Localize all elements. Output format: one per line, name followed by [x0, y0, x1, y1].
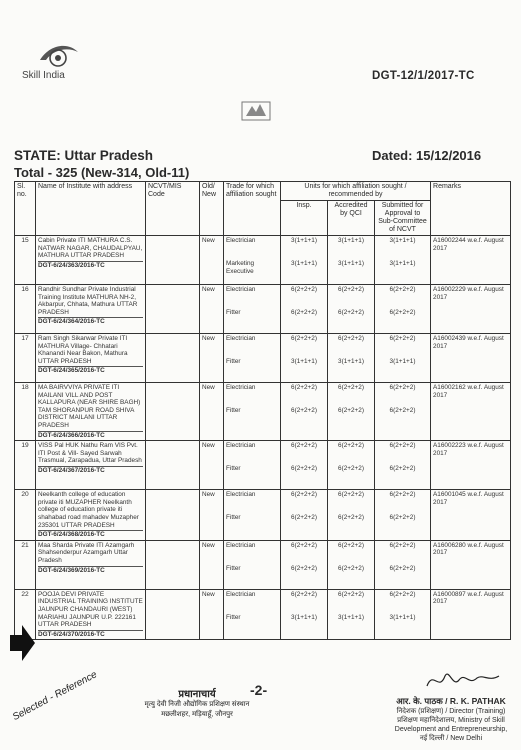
- trade-name: Electrician: [226, 237, 256, 244]
- cell-ncvt-code: [146, 589, 200, 640]
- state-title: STATE: Uttar Pradesh: [14, 148, 154, 163]
- insp-units: 6(2+2+2): [291, 514, 317, 522]
- signer-role: निदेशक (प्रशिक्षण) / Director (Training): [396, 708, 506, 715]
- cell-sl: 22: [15, 589, 36, 640]
- insp-units: 3(1+1+1): [291, 260, 317, 267]
- cell-status: New: [200, 383, 224, 441]
- cell-status: New: [200, 285, 224, 334]
- cell-institute: [36, 441, 146, 490]
- cell-institute: [36, 383, 146, 441]
- institute-code: DGT-6/24/364/2016-TC: [38, 317, 143, 326]
- qci-units: 6(2+2+2): [338, 564, 364, 572]
- trade-name: Electrician: [226, 442, 256, 450]
- subc-units: 6(2+2+2): [389, 309, 416, 316]
- cell-insp: [281, 589, 328, 640]
- trade-name: Fitter: [226, 613, 241, 621]
- cell-sl: 15: [15, 236, 36, 285]
- cell-sl: 17: [15, 334, 36, 383]
- logo-text: Skill India: [22, 70, 65, 81]
- insp-units: 6(2+2+2): [291, 541, 317, 549]
- cell-qci: [328, 236, 375, 285]
- trade-name: Electrician: [226, 491, 256, 499]
- institute-name: Maa Sharda Private ITI Azamgarh Shahsenderpur Azamgarh Uttar Pradesh: [38, 541, 135, 564]
- cell-sl: 18: [15, 383, 36, 441]
- cell-status: New: [200, 334, 224, 383]
- trade-name: Electrician: [226, 335, 256, 342]
- header-trade: Trade for which affiliation sought: [224, 182, 281, 236]
- cell-institute: [36, 540, 146, 589]
- signer-name: आर. के. पाठक / R. K. PATHAK: [396, 696, 506, 706]
- table-row: [15, 589, 511, 640]
- insp-units: 6(2+2+2): [291, 384, 317, 391]
- cell-sl: 20: [15, 490, 36, 541]
- insp-units: 6(2+2+2): [291, 335, 317, 342]
- qci-units: 6(2+2+2): [338, 514, 364, 522]
- signer-org: प्रशिक्षण महानिदेशालय, Ministry of Skill Development and Entrepreneurship, नई दिल्ली / New Delhi: [394, 717, 508, 742]
- cell-insp: [281, 285, 328, 334]
- insp-units: 6(2+2+2): [291, 590, 317, 598]
- qci-units: 3(1+1+1): [338, 613, 364, 621]
- cell-subc: [375, 334, 431, 383]
- document-reference: DGT-12/1/2017-TC: [372, 70, 475, 82]
- subc-units: 6(2+2+2): [389, 442, 416, 450]
- cell-remarks: A16002439 w.e.f. August 2017: [431, 334, 511, 383]
- institute-name: MA BAIRVVIYA PRIVATE ITI MAILANI VILL AND POST KALLAPURA (NEAR SHIRE BAGH) TAM SHORANPUR ROAD SHIVA DISTRICT MAILANI UTTAR PRADESH: [38, 384, 141, 429]
- cell-qci: [328, 589, 375, 640]
- insp-units: 3(1+1+1): [291, 237, 317, 244]
- subc-units: 3(1+1+1): [389, 260, 416, 267]
- subc-units: 6(2+2+2): [389, 384, 416, 391]
- institute-name: Cabin Private ITI MATHURA C.S. NATWAR NAGAR, CHAUDALPYAU, MATHURA UTTAR PRADESH: [38, 237, 143, 260]
- cell-ncvt-code: [146, 334, 200, 383]
- cell-institute: [36, 490, 146, 541]
- subc-units: 3(1+1+1): [389, 237, 416, 244]
- cell-insp: [281, 441, 328, 490]
- stamp-institute: मृत्यु देवी निजी औद्योगिक प्रशिक्षण संस्थान: [144, 701, 250, 708]
- subc-units: 6(2+2+2): [389, 286, 416, 293]
- header-name: Name of Institute with address: [36, 182, 146, 236]
- trade-name: Electrician: [226, 590, 256, 598]
- cell-qci: [328, 490, 375, 541]
- signature-icon: [423, 666, 503, 694]
- insp-units: 3(1+1+1): [291, 358, 317, 365]
- cell-trade: [224, 334, 281, 383]
- cell-trade: [224, 490, 281, 541]
- table-row: [15, 490, 511, 541]
- table-header-row: [15, 182, 511, 201]
- cell-sl: 21: [15, 540, 36, 589]
- cell-subc: [375, 490, 431, 541]
- qci-units: 6(2+2+2): [338, 541, 364, 549]
- institute-code: DGT-6/24/366/2016-TC: [38, 431, 143, 440]
- qci-units: 3(1+1+1): [338, 237, 364, 244]
- cell-trade: [224, 441, 281, 490]
- cell-qci: [328, 285, 375, 334]
- cell-insp: [281, 236, 328, 285]
- trade-name: Electrician: [226, 286, 256, 293]
- institute-code: DGT-6/24/368/2016-TC: [38, 530, 143, 539]
- qci-units: 6(2+2+2): [338, 384, 364, 391]
- trade-name: Electrician: [226, 384, 256, 391]
- cell-status: New: [200, 540, 224, 589]
- trade-name: Fitter: [226, 358, 241, 365]
- cell-insp: [281, 383, 328, 441]
- signer-block: [392, 697, 510, 743]
- cell-remarks: A16002229 w.e.f. August 2017: [431, 285, 511, 334]
- cell-sl: 19: [15, 441, 36, 490]
- insp-units: 6(2+2+2): [291, 309, 317, 316]
- dgt-emblem-icon: [238, 98, 274, 124]
- qci-units: 6(2+2+2): [338, 286, 364, 293]
- header-insp: Insp.: [281, 201, 328, 236]
- cell-subc: [375, 285, 431, 334]
- qci-units: 6(2+2+2): [338, 590, 364, 598]
- table-row: [15, 540, 511, 589]
- institute-name: Ram Singh Sikarwar Private ITI MATHURA Village- Chhatari Khanandi Near Bakon, Mathura UTTAR PRADESH: [38, 335, 128, 365]
- cell-remarks: A16001045 w.e.f. August 2017: [431, 490, 511, 541]
- institute-name: Neelkanth college of education private iti MUZAPHER Neelkanth college of education private iti shahabad road mahadev Muzapher 235301 UTTAR PRADESH: [38, 491, 139, 529]
- cell-status: New: [200, 441, 224, 490]
- institute-code: DGT-6/24/370/2016-TC: [38, 630, 143, 639]
- table-row: [15, 383, 511, 441]
- subc-units: 6(2+2+2): [389, 407, 416, 414]
- insp-units: 6(2+2+2): [291, 442, 317, 450]
- cell-qci: [328, 383, 375, 441]
- qci-units: 6(2+2+2): [338, 335, 364, 342]
- subc-units: 6(2+2+2): [389, 465, 416, 473]
- cell-trade: [224, 236, 281, 285]
- cell-qci: [328, 334, 375, 383]
- subc-units: 3(1+1+1): [389, 358, 416, 365]
- table-row: [15, 441, 511, 490]
- qci-units: 6(2+2+2): [338, 442, 364, 450]
- trade-name: Fitter: [226, 309, 241, 316]
- cell-qci: [328, 441, 375, 490]
- cell-trade: [224, 383, 281, 441]
- cell-subc: [375, 441, 431, 490]
- insp-units: 6(2+2+2): [291, 491, 317, 499]
- header-units-group: Units for which affiliation sought / recommended by: [281, 182, 431, 201]
- table-row: [15, 334, 511, 383]
- cell-trade: [224, 589, 281, 640]
- cell-institute: [36, 285, 146, 334]
- cell-qci: [328, 540, 375, 589]
- cell-remarks: A16002162 w.e.f. August 2017: [431, 383, 511, 441]
- header-ncvt: NCVT/MIS Code: [146, 182, 200, 236]
- cell-subc: [375, 540, 431, 589]
- trade-name: Fitter: [226, 465, 241, 473]
- subc-units: 3(1+1+1): [389, 613, 416, 621]
- cell-remarks: A16002244 w.e.f. August 2017: [431, 236, 511, 285]
- cell-insp: [281, 540, 328, 589]
- trade-name: Marketing Executive: [226, 260, 255, 275]
- institute-code: DGT-6/24/367/2016-TC: [38, 466, 143, 475]
- institute-code: DGT-6/24/365/2016-TC: [38, 366, 143, 375]
- cell-status: New: [200, 236, 224, 285]
- qci-units: 3(1+1+1): [338, 260, 364, 267]
- cell-ncvt-code: [146, 236, 200, 285]
- cell-ncvt-code: [146, 540, 200, 589]
- cell-institute: [36, 334, 146, 383]
- cell-ncvt-code: [146, 490, 200, 541]
- subc-units: 6(2+2+2): [389, 514, 416, 522]
- insp-units: 3(1+1+1): [291, 613, 317, 621]
- subc-units: 6(2+2+2): [389, 590, 416, 598]
- cell-remarks: A16000897 w.e.f. August 2017: [431, 589, 511, 640]
- cell-subc: [375, 589, 431, 640]
- institute-name: VISS Pal HUK Nathu Ram VIS Pvt. ITI Post & Vill- Sayed Sarwah Trasmual, Zarapadua, Uttar Pradesh: [38, 442, 142, 465]
- cell-remarks: A16002223 w.e.f. August 2017: [431, 441, 511, 490]
- subc-units: 6(2+2+2): [389, 541, 416, 549]
- principal-stamp: [92, 690, 302, 720]
- page-number: -2-: [250, 682, 268, 698]
- header-oldnew: Old/ New: [200, 182, 224, 236]
- pointer-arrow-icon: [8, 621, 36, 665]
- trade-name: Fitter: [226, 407, 241, 414]
- trade-name: Electrician: [226, 541, 256, 549]
- cell-sl: 16: [15, 285, 36, 334]
- table-row: [15, 285, 511, 334]
- cell-ncvt-code: [146, 383, 200, 441]
- header-remarks: Remarks: [431, 182, 511, 236]
- trade-name: Fitter: [226, 514, 241, 522]
- institute-name: POOJA DEVI PRIVATE INDUSTRIAL TRAINING INSTITUTE JAUNPUR CHANDAURI (WEST) MARIAHU JAUNPUR U.P. 222161 UTTAR PRADESH: [38, 590, 143, 629]
- header-sl: Sl. no.: [15, 182, 36, 236]
- cell-status: New: [200, 490, 224, 541]
- institute-name: Randhir Sundhar Private Industrial Training Institute MATHURA NH-2, Akbarpur, Chhata, Mathura UTTAR PRADESH: [38, 286, 138, 316]
- insp-units: 6(2+2+2): [291, 286, 317, 293]
- stamp-title: प्रधानाचार्य: [178, 689, 216, 700]
- subc-units: 6(2+2+2): [389, 491, 416, 499]
- insp-units: 6(2+2+2): [291, 564, 317, 572]
- subc-units: 6(2+2+2): [389, 564, 416, 572]
- cell-trade: [224, 285, 281, 334]
- cell-remarks: A16006280 w.e.f. August 2017: [431, 540, 511, 589]
- institute-code: DGT-6/24/369/2016-TC: [38, 566, 143, 575]
- cell-insp: [281, 334, 328, 383]
- header-subc: Submitted for Approval to Sub-Committee of NCVT: [375, 201, 431, 236]
- stamp-address: मछलीशहर, मड़ियाहूँ, जौनपुर: [161, 711, 233, 718]
- qci-units: 6(2+2+2): [338, 465, 364, 473]
- dated-label: Dated: 15/12/2016: [372, 148, 482, 163]
- cell-status: New: [200, 589, 224, 640]
- cell-subc: [375, 236, 431, 285]
- handwritten-note: Selected - Reference: [10, 669, 99, 723]
- cell-trade: [224, 540, 281, 589]
- qci-units: 6(2+2+2): [338, 491, 364, 499]
- insp-units: 6(2+2+2): [291, 465, 317, 473]
- cell-institute: [36, 236, 146, 285]
- qci-units: 6(2+2+2): [338, 309, 364, 316]
- cell-ncvt-code: [146, 441, 200, 490]
- cell-subc: [375, 383, 431, 441]
- institute-code: DGT-6/24/363/2016-TC: [38, 261, 143, 270]
- affiliation-table: [14, 181, 511, 640]
- header-qci: Accredited by QCI: [328, 201, 375, 236]
- cell-ncvt-code: [146, 285, 200, 334]
- cell-institute: [36, 589, 146, 640]
- total-count: Total - 325 (New-314, Old-11): [14, 165, 190, 180]
- subc-units: 6(2+2+2): [389, 335, 416, 342]
- trade-name: Fitter: [226, 564, 241, 572]
- qci-units: 6(2+2+2): [338, 407, 364, 414]
- cell-insp: [281, 490, 328, 541]
- insp-units: 6(2+2+2): [291, 407, 317, 414]
- qci-units: 3(1+1+1): [338, 358, 364, 365]
- table-row: [15, 236, 511, 285]
